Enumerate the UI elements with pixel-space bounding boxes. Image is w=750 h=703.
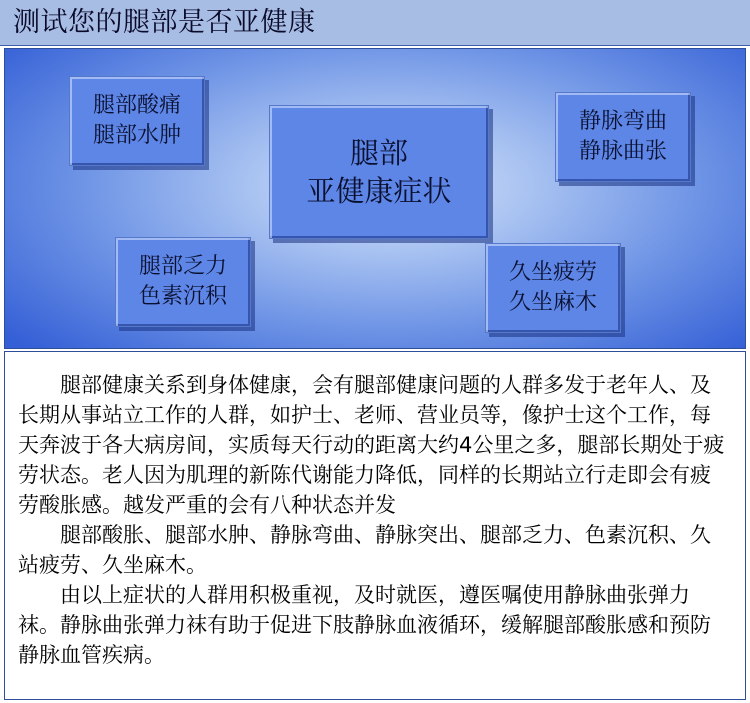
symptom-diagram [4, 48, 746, 349]
symptom-box-soreness-swelling [69, 76, 205, 166]
symptom-label: 久坐麻木 [508, 290, 597, 315]
body-text [18, 370, 728, 670]
paragraph: 由以上症状的人群用积极重视，及时就医，遵医嘱使用静脉曲张弹力袜。静脉曲张弹力袜有助于促进下肢静脉血液循环，缓解腿部酸胀感和预防静脉血管疾病。 [18, 583, 711, 667]
symptom-box-fatigue-pigment [115, 237, 251, 327]
paragraph: 腿部健康关系到身体健康，会有腿部健康问题的人群多发于老年人、及长期从事站立工作的人群，如护士、老师、营业员等，像护士这个工作，每天奔波于各大病房间，实质每天行动的距离大约4公里之多，腿部长期处于疲劳状态。老人因为肌理的新陈代谢能力降低，同样的长期站立行走即会有疲劳酸胀感。越发严重的会有八种状态并发 [18, 373, 725, 517]
center-label: 腿部 [349, 136, 408, 170]
symptom-box-sitting [485, 243, 621, 333]
symptom-label: 腿部酸痛 [92, 93, 181, 118]
symptom-box-varicose [555, 92, 691, 182]
center-box-subhealth [269, 105, 489, 239]
symptom-label: 久坐疲劳 [508, 260, 597, 285]
symptom-label: 静脉弯曲 [578, 109, 667, 134]
text-panel [4, 351, 746, 700]
symptom-label: 静脉曲张 [578, 139, 667, 164]
symptom-label: 腿部水肿 [92, 123, 181, 148]
slide-title: 测试您的腿部是否亚健康 [13, 7, 316, 38]
title-bar [0, 0, 750, 46]
paragraph: 腿部酸胀、腿部水肿、静脉弯曲、静脉突出、腿部乏力、色素沉积、久站疲劳、久坐麻木。 [18, 523, 711, 577]
symptom-label: 色素沉积 [138, 284, 227, 309]
symptom-label: 腿部乏力 [138, 254, 227, 279]
center-label: 亚健康症状 [306, 174, 452, 208]
